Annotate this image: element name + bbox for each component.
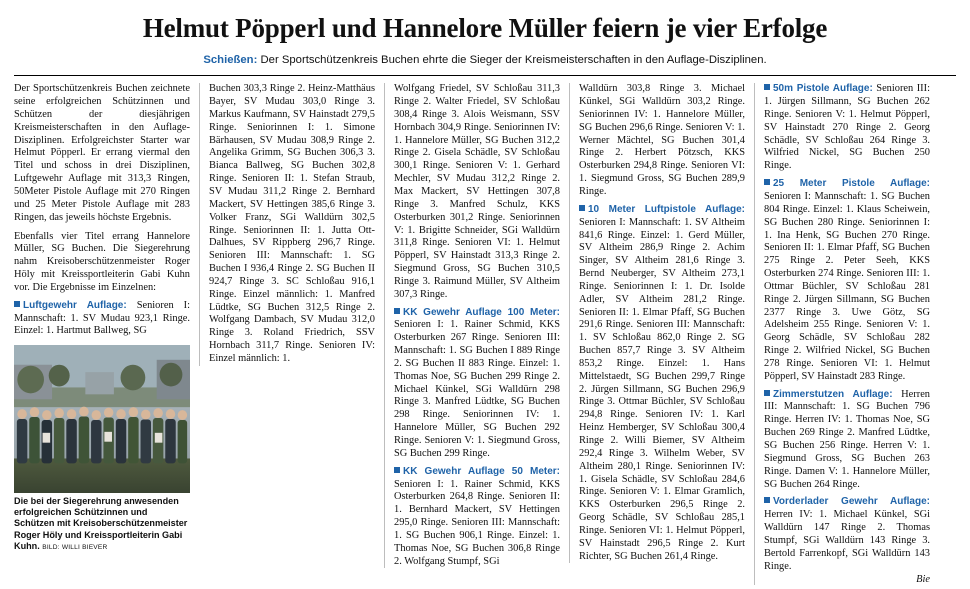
- article-column-1: [14, 83, 199, 552]
- section-heading: 25 Meter Pistole Auflage:: [773, 178, 930, 190]
- bullet-square-icon: [764, 179, 770, 185]
- paragraph-with-heading: [394, 466, 560, 569]
- group-photo: [14, 345, 190, 493]
- bullet-square-icon: [394, 467, 400, 473]
- paragraph: Der Sportschützenkreis Buchen zeichnete seine erfolgreichen Schützinnen und Schützen der diesjährigen Kreismeisterschaften in den Auflage-Disziplinen. Erfolgreichster Starter war Helmut Pöpperl. Er errang viermal den Titel und schoss in drei Disziplinen, Luftgewehr Auflage mit 313,3 Ringen, 50Meter Pistole Auflage mit 270 Ringen und 25 Meter Pistole Auflage mit 283 Ringen, das jeweils höchste Ergebnis.: [14, 83, 190, 223]
- section-text: Senioren I: Mannschaft: 1. SV Altheim 841,6 Ringe. Einzel: 1. Gerd Müller, SV Altheim 286,9 Ringe 2. Achim Singer, SV Altheim 281,6 Ringe 3. Bernd Neuberger, SV Altheim 273,1 Ringe. Seniorinnen I: 1. Dr. Isolde Adler, SV Altheim 281,2 Ringe. Senioren II: 1. Elmar Pfaff, SG Buchen 291,6 Ringe. Senioren III: Mannschaft: 1. SV Schloßau 862,0 Ringe 2. SG Buchen 857,7 Ringe 3. SV Altheim 853,2 Ringe. Einzel: 1. Hans Mittelstaedt, SG Buchen 299,7 Ringe 2. Jürgen Sillmann, SG Buchen 296,9 Ringe 3. Ottmar Büchler, SV Schloßau 294,8 Ringe. Senioren IV: 1. Karl Heinz Hemberger, SV Schloßau 300,4 Ringe 2. Willi Biemer, SV Altheim 292,4 Ringe 3. Wilhelm Weber, SV Altheim 280,1 Ringe. Seniorinnen IV: 1. Gisela Schädle, SV Schloßau 284,6 Ringe. Senioren V: 1. Elmar Gramlich, KKS Osterburken 296,5 Ringe 2. Georg Schädle, SV Schloßau 285,1 Ringe. Senioren VI: 1. Helmut Pöpperl, SV Hainstadt 296,5 Ringe 2. Kurt Richter, SG Buchen 261,4 Ringe.: [579, 216, 745, 562]
- paragraph: Wolfgang Friedel, SV Schloßau 311,3 Ringe 2. Walter Friedel, SV Schloßau 308,4 Ringe 3. Alois Weismann, SSV Hornbach 304,9 Ringe. Seniorinnen IV: 1. Hannelore Müller, SG Buchen 312,2 Ringe 2. Gisela Schädle, SV Schloßau 300,1 Ringe. Senioren V: 1. Gerhard Mechler, SV Mudau 312,2 Ringe 2. Max Mackert, SV Hettingen 307,8 Ringe 3. Manfred Schulz, KKS Osterburken 301,2 Ringe. Seniorinnen V: 1. Brigitte Schneider, SGi Walldürn 311,8 Ringe. Senioren VI: 1. Helmut Pöpperl, SV Hainstadt 313,3 Ringe 2. Siegmund Gross, SG Buchen 310,5 Ringe 3. Raimund Müller, SV Altheim 307,3 Ringe.: [394, 83, 560, 300]
- article-columns: [14, 83, 956, 585]
- section-text: Senioren III: 1. Jürgen Sillmann, SG Buchen 262 Ringe. Senioren V: 1. Helmut Pöpperl, SV Hainstadt 270 Ringe 2. Georg Schädle, SV Schloßau 264 Ringe 3. Wilfried Nickel, SG Buchen 250 Ringe.: [764, 83, 930, 172]
- paragraph: Ebenfalls vier Titel errang Hannelore Müller, SG Buchen. Die Siegerehrung nahm Kreisoberschützenmeister Roger Höly mit Kreissportleiterin Gabi Kuhn vor. Die Ergebnisse im Einzelnen:: [14, 230, 190, 293]
- section-heading: KK Gewehr Auflage 50 Meter:: [403, 465, 560, 477]
- photo-block: [14, 345, 190, 551]
- bullet-square-icon: [764, 390, 770, 396]
- author-signature: Bie: [916, 574, 930, 586]
- header-divider: [14, 75, 956, 76]
- subheadline: [14, 54, 956, 68]
- paragraph-with-heading: [764, 496, 930, 573]
- bullet-square-icon: [579, 205, 585, 211]
- section-text: Senioren I: Mannschaft: 1. SV Mudau 923,1 Ringe. Einzel: 1. Hartmut Ballweg, SG: [14, 299, 190, 337]
- paragraph-with-heading: [764, 389, 930, 492]
- paragraph-with-heading: [764, 83, 930, 173]
- section-heading: 50m Pistole Auflage:: [773, 83, 873, 95]
- page-title: Helmut Pöpperl und Hannelore Müller feiern je vier Erfolge: [142, 13, 828, 43]
- section-heading: Luftgewehr Auflage:: [23, 299, 127, 311]
- subheadline-text: Der Sportschützenkreis Buchen ehrte die Sieger der Kreismeisterschaften in den Auflage-Disziplinen.: [257, 53, 767, 66]
- section-text: Senioren I: 1. Rainer Schmid, KKS Osterburken 264,8 Ringe. Senioren II: 1. Bernhard Mackert, SV Hettingen 295,0 Ringe. Senioren III: Mannschaft: 1. SG Buchen 906,1 Ringe. Einzel: 1. Thomas Noe, SG Buchen 306,8 Ringe 2. Wolfgang Stumpf, SGi: [394, 478, 560, 567]
- paragraph-with-heading: [764, 178, 930, 384]
- bullet-square-icon: [394, 308, 400, 314]
- article-column-5: [754, 83, 939, 585]
- bullet-square-icon: [764, 497, 770, 503]
- section-heading: Zimmerstutzen Auflage:: [773, 388, 893, 400]
- section-text: Senioren I: Mannschaft: 1. SG Buchen 804 Ringe. Einzel: 1. Klaus Scheiwein, SG Buchen 280 Ringe. Seniorinnen I: 1. Ina Henk, SG Buchen 270 Ringe. Senioren II: 1. Elmar Pfaff, SG Buchen 275 Ringe 2. Peter Seeh, KKS Osterburken 274 Ringe. Senioren III: 1. Ottmar Büchler, SV Schloßau 281 Ringe 2. Jürgen Sillmann, SG Buchen 2377 Ringe 3. Uwe Götz, SG Adelsheim 255 Ringe. Senioren V: 1. Georg Schädle, SV Schloßau 282 Ringe 2. Wilfried Nickel, SG Buchen 278 Ringe. Senioren VI: 1. Helmut Pöpperl, SV Hainstadt 283 Ringe.: [764, 190, 930, 382]
- section-heading: KK Gewehr Auflage 100 Meter:: [403, 306, 560, 318]
- paragraph-with-heading: [579, 204, 745, 564]
- paragraph: Walldürn 303,8 Ringe 3. Michael Künkel, SGi Walldürn 303,2 Ringe. Seniorinnen IV: 1. Hannelore Müller, SG Buchen 296,6 Ringe. Senioren V: 1. Werner Mächtel, SG Buchen 301,4 Ringe 2. Herbert Pötzsch, KKS Osterburken 294,8 Ringe. Senioren VI: 1. Siegmund Gross, SG Buchen 289,9 Ringe.: [579, 83, 745, 197]
- bullet-square-icon: [14, 301, 20, 307]
- section-text: Senioren I: 1. Rainer Schmid, KKS Osterburken 267 Ringe. Senioren III: Mannschaft: 1. SG Buchen I 889 Ringe 2. SG Buchen II 883 Ringe. Einzel: 1. Thomas Noe, SG Buchen 299 Ringe 2. Michael Künkel, SGi Walldürn 298 Ringe 3. Manfred Lüdtke, SG Buchen 298 Ringe. Seniorinnen IV: 1. Hannelore Müller, SG Buchen 292 Ringe. Senioren V: 1. Siegmund Gross, SG Buchen 299 Ringe.: [394, 319, 560, 459]
- subheadline-lead: Schießen:: [203, 53, 258, 66]
- bullet-square-icon: [764, 84, 770, 90]
- section-text: Herren IV: 1. Michael Künkel, SGi Walldürn 147 Ringe 2. Thomas Stumpf, SGi Walldürn 143 Ringe 3. Bertold Farrenkopf, SGi Walldürn 143 Ringe.: [764, 509, 930, 572]
- paragraph: Buchen 303,3 Ringe 2. Heinz-Matthäus Bayer, SV Mudau 303,0 Ringe 3. Markus Kaufmann, SV Hainstadt 279,5 Ringe. Seniorinnen I: 1. Simone Bärhausen, SV Mudau 308,9 Ringe 2. Angelika Grimm, SG Buchen 306,3 3. Bianca Ballweg, SG Buchen 302,8 Ringe. Senioren II: 1. Stefan Straub, SV Mudau 311,2 Ringe 2. Bernhard Mackert, SV Hettingen 385,6 Ringe 3. Volker Franz, SGi Walldürn 302,5 Ringe. Seniorinnen II: 1. Jutta Ott-Dalhues, SV Rippberg 296,7 Ringe. Senioren III: Mannschaft: 1. SG Buchen I 936,4 Ringe 2. SG Buchen II 924,7 Ringe 3. SC Schloßau 916,1 Ringe. Einzel männlich: 1. Manfred Lüdtke, SG Buchen 312,5 Ringe 2. Wolfgang Dambach, SV Mudau 312,0 Ringe 3. Roland Friedrich, SSV Hornbach 311,7 Ringe. Senioren IV: Einzel männlich: 1.: [209, 83, 375, 364]
- section-text: Herren III: Mannschaft: 1. SG Buchen 796 Ringe. Herren IV: 1. Thomas Noe, SG Buchen 269 Ringe 2. Manfred Lüdtke, SG Buchen 256 Ringe. Herren V: 1. Siegmund Gross, SG Buchen 263 Ringe. Damen V: 1. Hannelore Müller, SG Buchen 264 Ringe.: [764, 388, 930, 490]
- photo-caption: [14, 496, 190, 551]
- photo-credit: BILD: WILLI BIEVER: [42, 543, 108, 551]
- paragraph-with-heading: [14, 300, 190, 339]
- paragraph-with-heading: [394, 307, 560, 461]
- article-column-4: [569, 83, 754, 563]
- article-column-3: [384, 83, 569, 568]
- section-heading: Vorderlader Gewehr Auflage:: [773, 496, 930, 508]
- section-heading: 10 Meter Luftpistole Auflage:: [588, 203, 745, 215]
- photo-caption-text: Die bei der Siegerehrung anwesenden erfolgreichen Schützinnen und Schützen mit Kreisoberschützenmeister Roger Höly und Kreissportleiterin Gabi Kuhn.: [14, 496, 188, 551]
- article-column-2: [199, 83, 384, 366]
